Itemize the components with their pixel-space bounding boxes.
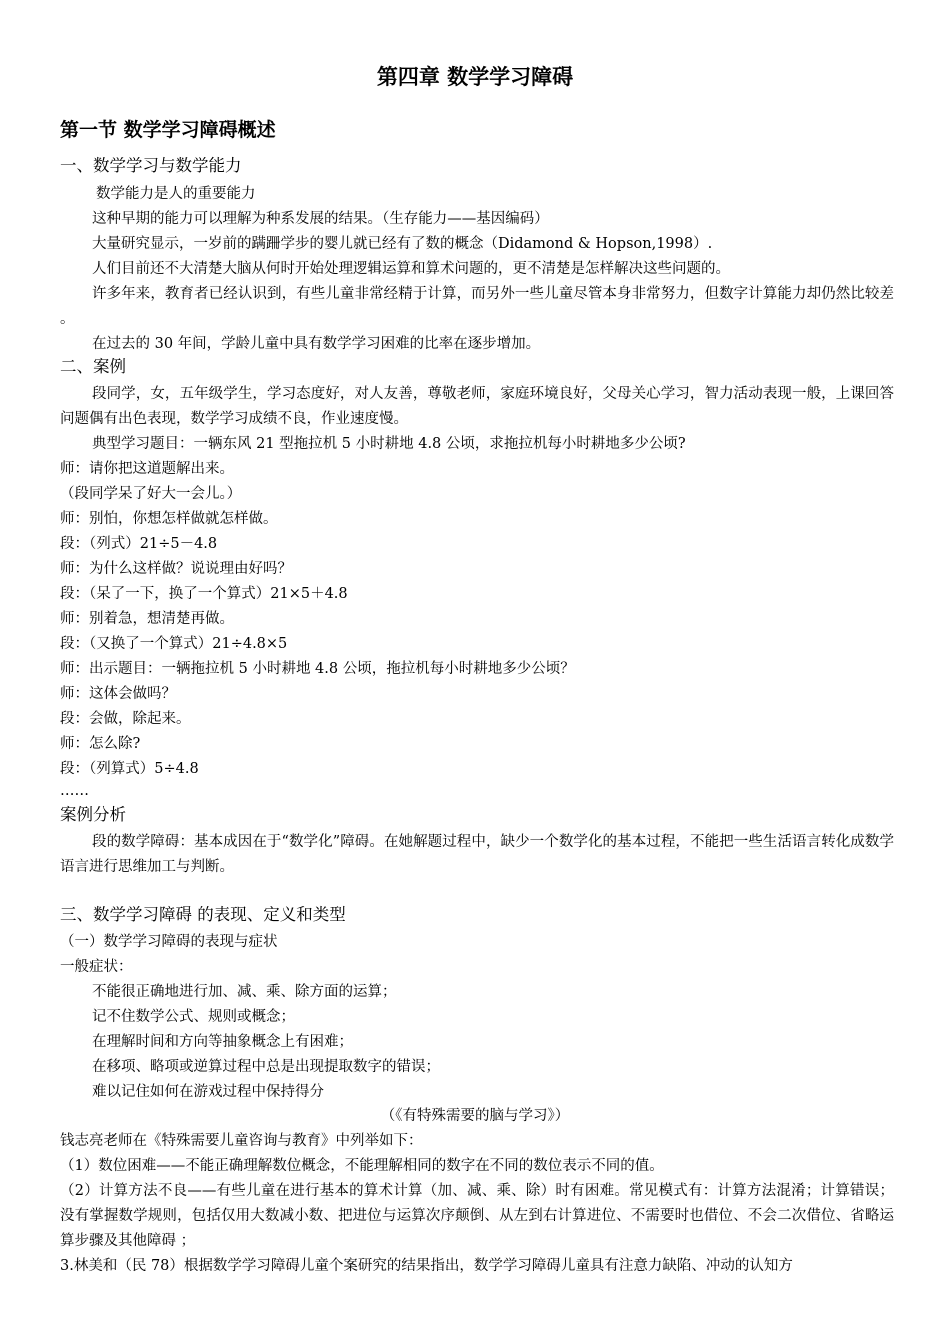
chapter-title: 第四章 数学学习障碍 [376, 64, 574, 89]
section-title: 第一节 数学学习障碍概述 [60, 119, 276, 141]
dialogue-line: 段：会做，除起来。 [60, 711, 191, 727]
s1-line-1: 数学能力是人的重要能力 [96, 186, 256, 202]
source-citation: （《有特殊需要的脑与学习》） [380, 1108, 570, 1124]
symptom-item: 记不住数学公式、规则或概念； [92, 1009, 295, 1025]
symptom-item: 在理解时间和方向等抽象概念上有困难； [92, 1034, 353, 1050]
list-item-1: （1）数位困难——不能正确理解数位概念，不能理解相同的数字在不同的数位表示不同的值。 [60, 1158, 664, 1174]
symptom-item: 在移项、略项或逆算过程中总是出现提取数字的错误； [92, 1059, 440, 1075]
dialogue-line: 师：出示题目：一辆拖拉机 5 小时耕地 4.8 公顷，拖拉机每小时耕地多少公顷？ [60, 661, 575, 677]
dialogue-line: 师：这体会做吗？ [60, 686, 176, 702]
s1-paragraph-5: 许多年来，教育者已经认识到，有些儿童非常经精于计算，而另外一些儿童尽管本身非常努力，但数字计算能力却仍然比较差 。 [60, 286, 894, 327]
s3-subheading: （一）数学学习障碍的表现与症状 [60, 934, 278, 950]
symptom-item: 难以记住如何在游戏过程中保持得分 [92, 1084, 324, 1100]
s1-line-2: 这种早期的能力可以理解为种系发展的结果。（生存能力——基因编码） [92, 211, 549, 227]
symptom-item: 不能很正确地进行加、减、乘、除方面的运算； [92, 984, 397, 1000]
dialogue-line: 段：（呆了一下，换了一个算式）21×5＋4.8 [60, 586, 348, 602]
dialogue-line: 师：为什么这样做？说说理由好吗？ [60, 561, 292, 577]
general-symptoms-label: 一般症状： [60, 959, 133, 975]
list-item-3: 3.林美和（民 78）根据数学学习障碍儿童个案研究的结果指出，数学学习障碍儿童具有注意力缺陷、冲动的认知方 [60, 1258, 793, 1274]
s2-paragraph-1: 段同学，女，五年级学生，学习态度好，对人友善，尊敬老师，家庭环境良好，父母关心学习，智力活动表现一般，上课回答问题偶有出色表现，数学学习成绩不良，作业速度慢。 [60, 386, 894, 427]
dialogue-line: 段：（列算式）5÷4.8 [60, 761, 199, 777]
dialogue-ellipsis: …… [60, 783, 89, 799]
dialogue-line: （段同学呆了好大一会儿。） [60, 486, 242, 502]
dialogue-line: 师：别着急，想清楚再做。 [60, 611, 234, 627]
qian-intro: 钱志亮老师在《特殊需要儿童咨询与教育》中列举如下： [60, 1133, 423, 1149]
s3-heading: 三、数学学习障碍 的表现、定义和类型 [60, 905, 346, 924]
dialogue-line: 师：别怕，你想怎样做就怎样做。 [60, 511, 278, 527]
s2-problem: 典型学习题目：一辆东风 21 型拖拉机 5 小时耕地 4.8 公顷，求拖拉机每小时耕地多少公顷? [92, 436, 686, 452]
s1-line-6: 在过去的 30 年间，学龄儿童中具有数学学习困难的比率在逐步增加。 [92, 336, 541, 352]
s1-line-3: 大量研究显示，一岁前的蹒跚学步的婴儿就已经有了数的概念（Didamond & Hopson,1998）. [92, 236, 713, 252]
dialogue-line: 段：（列式）21÷5－4.8 [60, 536, 218, 552]
dialogue-line: 师：怎么除? [60, 736, 141, 752]
s1-line-4: 人们目前还不大清楚大脑从何时开始处理逻辑运算和算术问题的，更不清楚是怎样解决这些问题的。 [92, 261, 730, 277]
dialogue-line: 段：（又换了一个算式）21÷4.8×5 [60, 636, 288, 652]
analysis-heading: 案例分析 [60, 805, 126, 824]
analysis-paragraph: 段的数学障碍：基本成因在于“数学化”障碍。在她解题过程中，缺少一个数学化的基本过程，不能把一些生活语言转化成数学语言进行思维加工与判断。 [60, 834, 894, 875]
dialogue-line: 师：请你把这道题解出来。 [60, 461, 234, 477]
list-item-2: （2）计算方法不良——有些儿童在进行基本的算术计算（加、减、乘、除）时有困难。常见模式有：计算方法混淆；计算错误；没有掌握数学规则，包括仅用大数减小数、把进位与运算次序颠倒、从左到右计算进位、不需要时也借位、不会二次借位、省略运算步骤及其他障碍 ； [60, 1183, 894, 1249]
s1-heading: 一、数学学习与数学能力 [60, 156, 242, 175]
s2-heading: 二、案例 [60, 357, 126, 376]
